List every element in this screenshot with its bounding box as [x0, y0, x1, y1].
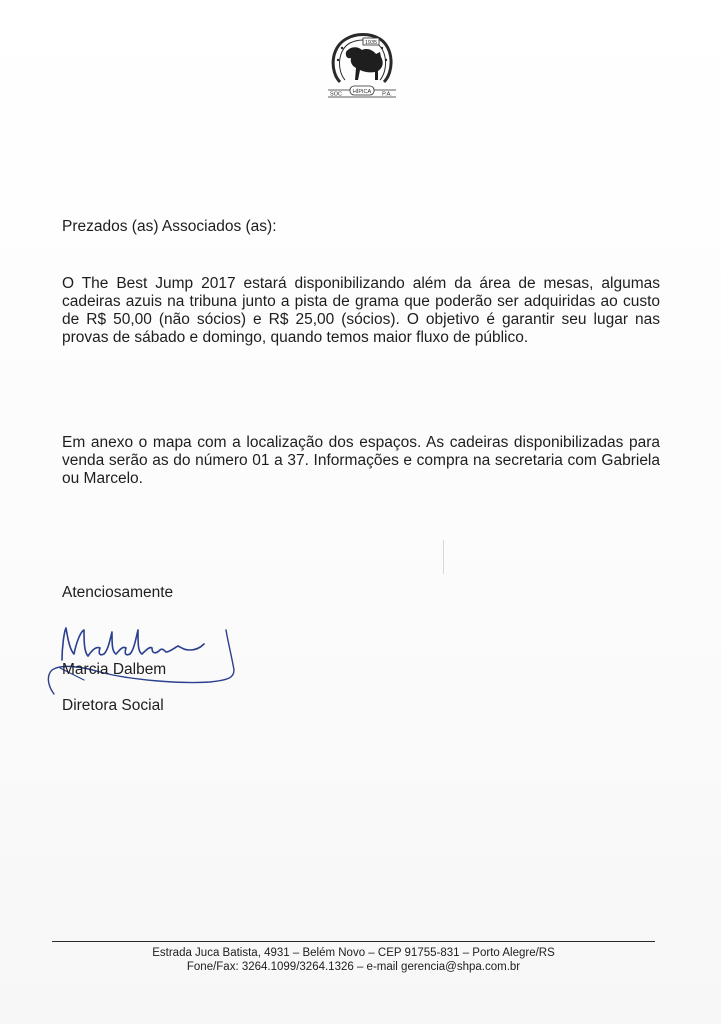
club-logo [326, 30, 398, 100]
signer-title: Diretora Social [62, 697, 164, 714]
paper-crease [443, 540, 444, 574]
footer-contact: Fone/Fax: 3264.1099/3264.1326 – e-mail gerencia@shpa.com.br [186, 961, 521, 973]
letter-paragraph-2: Em anexo o mapa com a localização dos espaços. As cadeiras disponibilizadas para venda serão as do número 01 a 37. Informações e compra na secretaria com Gabriela ou Marcelo. [62, 434, 660, 487]
signer-name: Marcia Dalbem [62, 661, 167, 678]
letter-closing: Atenciosamente [62, 584, 174, 601]
horse-horseshoe-crest-icon [326, 30, 398, 100]
logo-right-text: P.A. [382, 91, 392, 98]
footer-address: Estrada Juca Batista, 4931 – Belém Novo – CEP 91755-831 – Porto Alegre/RS [152, 947, 555, 959]
handwritten-signature [40, 610, 250, 700]
footer-divider [52, 941, 655, 942]
letter-paragraph-1: O The Best Jump 2017 estará disponibilizando além da área de mesas, algumas cadeiras azuis na tribuna junto a pista de grama que poderão ser adquiridas ao custo de R$ 50,00 (não sócios) e R$ 25,00 (sócios). O objetivo é garantir seu lugar nas provas de sábado e domingo, quando temos maior fluxo de público. [62, 275, 660, 346]
logo-center-text: HÍPICA [352, 88, 372, 95]
logo-left-text: SOC [330, 91, 342, 98]
letter-greeting: Prezados (as) Associados (as): [62, 218, 277, 235]
logo-year: 1935 [364, 39, 378, 46]
